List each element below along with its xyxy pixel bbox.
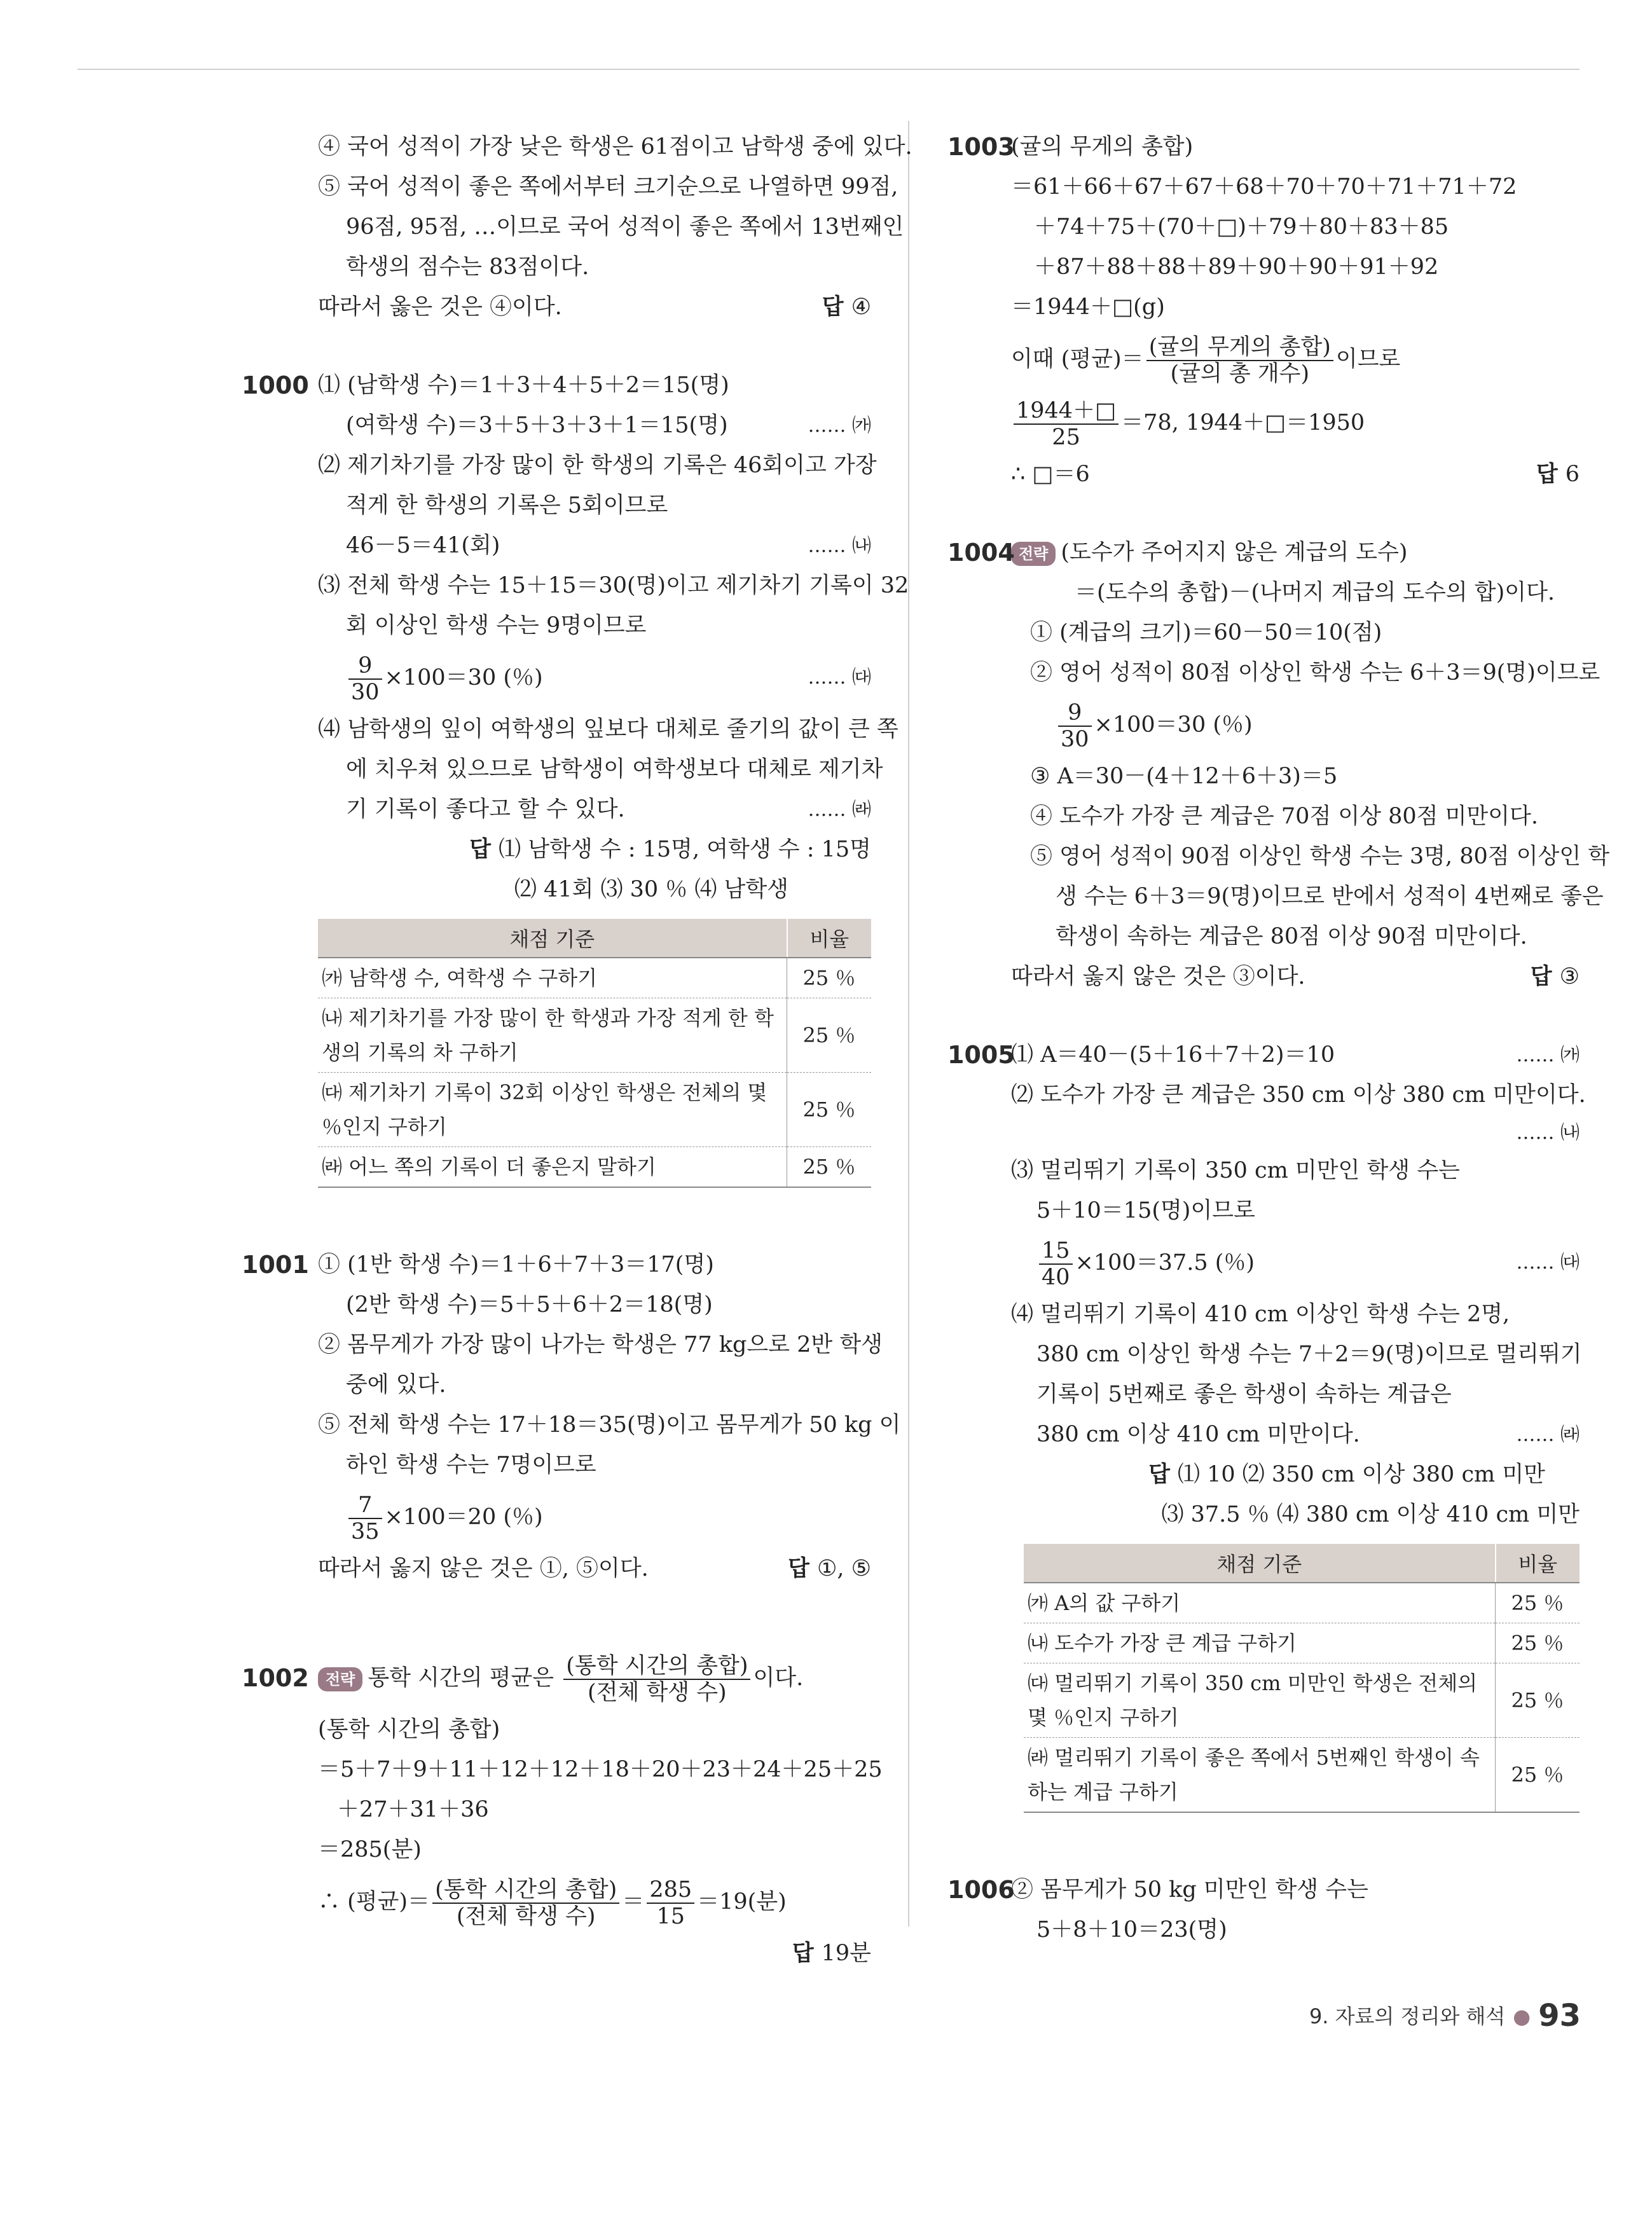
text-line: ∴ (평균)＝ [318,1889,430,1915]
text-line: 이다. [753,1665,804,1691]
text-line: ⑶ 전체 학생 수는 15＋15＝30(명)이고 제기차기 기록이 32 [318,573,909,598]
text-line: ② 영어 성적이 80점 이상인 학생 수는 6＋3＝9(명)이므로 [1030,660,1600,685]
text-line: ⑤ 영어 성적이 90점 이상인 학생 수는 3명, 80점 이상인 학 [1030,844,1610,869]
answer-continued: ⑵ 41회 ⑶ 30 ％ ⑷ 남학생 [514,877,788,902]
text-line: ② 몸무게가 50 kg 미만인 학생 수는 [1011,1877,1368,1903]
answer [822,287,871,327]
step-mark: …… ㈎ [1516,1044,1580,1066]
fraction [563,1653,750,1705]
text-line: 46－5＝41(회) [346,533,500,558]
text-line: 하인 학생 수는 7명이므로 [346,1452,596,1478]
numerator: (통학 시간의 총합) [432,1877,619,1904]
text-line: 5＋8＋10＝23(명) [1036,1917,1227,1943]
text-line: 5＋10＝15(명)이므로 [1036,1198,1255,1223]
problem-number: 1004 [947,539,1015,567]
solution-1004 [947,533,1610,997]
text-line: (도수가 주어지지 않은 계급의 도수) [1061,540,1408,565]
fraction [1146,334,1333,387]
denominator: 30 [1061,726,1089,752]
column-divider [908,121,909,1927]
numerator: 285 [647,1877,694,1904]
solution-1000 [242,366,909,1188]
fraction [432,1877,619,1929]
denominator: 15 [656,1903,685,1929]
text-line: (2반 학생 수)＝5＋5＋6＋2＝18(명) [346,1292,713,1318]
table-row [1024,1663,1580,1738]
answer-label: 답 [822,294,844,320]
problem-number: 1006 [947,1876,1015,1904]
table-cell: ㈐ 제기차기 기록이 32회 이상인 학생은 전체의 몇 ％인지 구하기 [318,1073,787,1147]
table-row [1024,1623,1580,1663]
text-line: ＝78, 1944＋□＝1950 [1121,410,1365,436]
page-number: 93 [1538,1998,1581,2034]
text-line: ×100＝30 (％) [384,665,543,691]
text-line: ④ 국어 성적이 가장 낮은 학생은 61점이고 남학생 중에 있다. [318,134,912,160]
table-cell: ㈏ 도수가 가장 큰 계급 구하기 [1024,1623,1496,1663]
problem-number: 1000 [242,371,309,399]
text-line: ① (1반 학생 수)＝1＋6＋7＋3＝17(명) [318,1252,714,1277]
answer-value: ⑴ 남학생 수 : 15명, 여학생 수 : 15명 [499,837,871,862]
top-rule [78,69,1580,70]
text-line [242,287,871,327]
answer-value: 6 [1565,462,1580,487]
table-cell: ㈑ 멀리뛰기 기록이 좋은 쪽에서 5번째인 학생이 속하는 계급 구하기 [1024,1738,1496,1813]
text-line: ⑵ 제기차기를 가장 많이 한 학생의 기록은 46회이고 가장 [318,453,877,478]
text-line: ② 몸무게가 가장 많이 나가는 학생은 77 kg으로 2반 학생 [318,1332,883,1358]
answer-continued: ⑶ 37.5 ％ ⑷ 380 cm 이상 410 cm 미만 [1161,1502,1580,1527]
text-line: 회 이상인 학생 수는 9명이므로 [346,613,647,638]
numerator: (귤의 무게의 총합) [1146,334,1333,361]
text-line: ＝5＋7＋9＋11＋12＋12＋18＋20＋23＋24＋25＋25 [318,1757,883,1782]
text-line: 학생의 점수는 83점이다. [346,254,589,280]
text-line: ＝(도수의 총합)－(나머지 계급의 도수의 합)이다. [1075,580,1555,605]
table-row [1024,1738,1580,1813]
step-mark: …… ㈑ [1516,1424,1580,1446]
text-line: ⑴ A＝40－(5＋16＋7＋2)＝10 [1011,1042,1335,1068]
text-line: 380 cm 이상 410 cm 미만이다. [1036,1422,1360,1447]
problem-number: 1002 [242,1664,309,1692]
answer-value: ④ [851,294,871,320]
text-line: ＝19(분) [697,1889,787,1915]
text-line: 이므로 [1335,347,1401,372]
text-line: 96점, 95점, …이므로 국어 성적이 좋은 쪽에서 13번째인 [346,214,904,240]
text-line: ⑴ (남학생 수)＝1＋3＋4＋5＋2＝15(명) [318,373,729,398]
text-line: ＝61＋66＋67＋67＋68＋70＋70＋71＋71＋72 [1011,174,1517,200]
grading-table [318,919,871,1188]
text-line: ④ 도수가 가장 큰 계급은 70점 이상 80점 미만이다. [1030,804,1538,829]
page-footer [1309,1993,1581,2038]
table-cell: 25 ％ [1496,1583,1580,1623]
text-line: 적게 한 학생의 기록은 5회이므로 [346,493,668,518]
answer-value: ①, ⑤ [816,1556,871,1581]
solution-999-continued [242,127,912,327]
text-line: ×100＝20 (％) [384,1504,543,1530]
fraction [1014,398,1119,450]
text-line: ⑷ 남학생의 잎이 여학생의 잎보다 대체로 줄기의 값이 큰 쪽 [318,717,898,742]
table-header: 비율 [1496,1544,1580,1583]
denominator: 25 [1052,424,1080,450]
table-cell: ㈑ 어느 쪽의 기록이 더 좋은지 말하기 [318,1147,787,1188]
numerator: 1944＋□ [1014,398,1119,425]
grading-table [1024,1544,1580,1813]
text-line: ⑤ 국어 성적이 좋은 쪽에서부터 크기순으로 나열하면 99점, [318,174,898,200]
table-cell: 25 ％ [1496,1623,1580,1663]
table-cell: ㈎ 남학생 수, 여학생 수 구하기 [318,958,787,998]
solution-1005 [947,1035,1586,1813]
step-mark: …… ㈏ [1516,1122,1580,1144]
answer-label: 답 [1530,964,1552,989]
text-line: (귤의 무게의 총합) [1011,134,1194,160]
fraction [348,653,382,705]
fraction [1058,700,1092,752]
solution-1001 [242,1245,901,1589]
table-cell: 25 ％ [1496,1738,1580,1813]
text-line: ∴ □＝6 [1011,462,1090,487]
solution-1006 [947,1870,1580,1950]
answer-label: 답 [1148,1462,1171,1487]
text-line: ＋87＋88＋88＋89＋90＋90＋91＋92 [1034,254,1439,280]
equals-sign: ＝ [622,1889,645,1915]
text-line: 에 치우쳐 있으므로 남학생이 여학생보다 대체로 제기차 [346,757,883,782]
numerator: 7 [348,1492,382,1519]
text-line: 380 cm 이상인 학생 수는 7＋2＝9(명)이므로 멀리뛰기 [1036,1342,1582,1367]
answer-value: ③ [1559,964,1580,989]
answer [1536,455,1580,495]
answer [242,830,871,870]
answer-label: 답 [788,1556,809,1581]
left-column [242,127,912,1974]
table-cell: ㈐ 멀리뛰기 기록이 350 cm 미만인 학생은 전체의 몇 ％인지 구하기 [1024,1663,1496,1738]
table-cell: 25 ％ [787,998,872,1073]
right-column [947,127,1610,1950]
denominator: 30 [351,679,380,705]
answer-value: 19분 [821,1941,871,1966]
chapter-title: 9. 자료의 정리와 해석 [1309,2004,1506,2028]
problem-number: 1003 [947,133,1015,161]
step-mark: …… ㈏ [808,535,871,557]
text-line: 학생이 속하는 계급은 80점 이상 90점 미만이다. [1056,924,1527,949]
table-row [1024,1583,1580,1623]
table-cell: ㈎ A의 값 구하기 [1024,1583,1496,1623]
conclusion-text: 따라서 옳은 것은 ④이다. [318,294,562,320]
text-line: ＋27＋31＋36 [337,1797,489,1822]
conclusion-text: 따라서 옳지 않은 것은 ①, ⑤이다. [318,1556,649,1581]
answer [242,1934,871,1974]
fraction [647,1877,694,1929]
text-line: ＋74＋75＋(70＋□)＋79＋80＋83＋85 [1034,214,1449,240]
answer-label: 답 [469,837,492,862]
table-row [318,1147,871,1188]
table-row [318,958,871,998]
numerator: 9 [348,653,382,680]
answer-label: 답 [1536,462,1558,487]
strategy-tag: 전략 [1011,542,1056,566]
step-mark: …… ㈑ [808,799,871,821]
table-cell: 25 ％ [787,1073,872,1147]
fraction [1039,1238,1073,1290]
text-line: ×100＝37.5 (％) [1075,1250,1255,1276]
table-cell: ㈏ 제기차기를 가장 많이 한 학생과 가장 적게 한 학생의 기록의 차 구하기 [318,998,787,1073]
table-header: 비율 [787,919,872,958]
text-line: 이때 (평균)＝ [1011,347,1144,372]
text-line: ③ A＝30－(4＋12＋6＋3)＝5 [1030,764,1338,789]
text-line: 통학 시간의 평균은 [368,1665,554,1691]
step-mark: …… ㈐ [1516,1251,1580,1274]
fraction [348,1492,382,1545]
text-line: ＝1944＋□(g) [1011,294,1165,320]
text-line: 기록이 5번째로 좋은 학생이 속하는 계급은 [1036,1382,1452,1407]
table-row [318,998,871,1073]
text-line: ⑷ 멀리뛰기 기록이 410 cm 이상인 학생 수는 2명, [1011,1302,1510,1327]
text-line: 기 기록이 좋다고 할 수 있다. [346,797,625,822]
conclusion-text: 따라서 옳지 않은 것은 ③이다. [1011,964,1305,989]
text-line: ⑤ 전체 학생 수는 17＋18＝35(명)이고 몸무게가 50 kg 이 [318,1412,901,1438]
table-cell: 25 ％ [787,1147,872,1188]
denominator: (귤의 총 개수) [1170,361,1310,387]
numerator: 15 [1039,1238,1073,1265]
text-line: 생 수는 6＋3＝9(명)이므로 반에서 성적이 4번째로 좋은 [1056,884,1604,909]
numerator: 9 [1058,700,1092,727]
table-cell: 25 ％ [1496,1663,1580,1738]
numerator: (통학 시간의 총합) [563,1653,750,1680]
problem-number: 1005 [947,1041,1015,1069]
table-header: 채점 기준 [1024,1544,1496,1583]
text-line: ① (계급의 크기)＝60－50＝10(점) [1030,620,1382,645]
strategy-tag: 전략 [318,1667,362,1691]
solution-1002 [242,1646,883,1974]
text-line: (여학생 수)＝3＋5＋3＋3＋1＝15(명) [346,413,728,438]
text-line: ＝285(분) [318,1837,422,1862]
answer [947,1455,1580,1495]
problem-number: 1001 [242,1251,309,1279]
text-line: ⑵ 도수가 가장 큰 계급은 350 cm 이상 380 cm 미만이다. [1011,1082,1586,1108]
answer [788,1549,871,1589]
text-line: ×100＝30 (％) [1094,712,1253,738]
table-row [318,1073,871,1147]
denominator: (전체 학생 수) [588,1679,727,1705]
bullet-icon: ● [1513,2004,1531,2028]
text-line: 중에 있다. [346,1372,446,1398]
text-line: ⑶ 멀리뛰기 기록이 350 cm 미만인 학생 수는 [1011,1158,1460,1183]
denominator: 35 [351,1518,380,1545]
text-line: (통학 시간의 총합) [318,1717,500,1742]
denominator: (전체 학생 수) [456,1903,596,1929]
solution-1003 [947,127,1580,495]
step-mark: …… ㈐ [808,666,871,689]
table-header: 채점 기준 [318,919,787,958]
step-mark: …… ㈎ [808,415,871,437]
answer-label: 답 [792,1941,814,1966]
denominator: 40 [1042,1264,1070,1290]
table-cell: 25 ％ [787,958,872,998]
answer-value: ⑴ 10 ⑵ 350 cm 이상 380 cm 미만 [1178,1462,1545,1487]
answer [1531,957,1580,997]
